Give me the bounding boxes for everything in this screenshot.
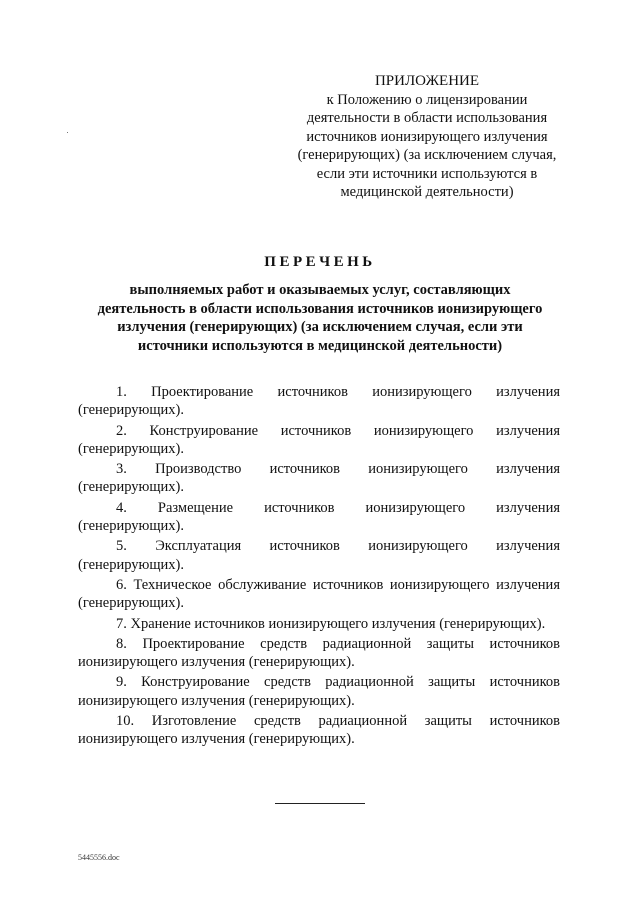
list-item-continuation: (генерирующих). <box>78 402 184 419</box>
appendix-line: к Положению о лицензировании <box>326 91 528 108</box>
scan-speck <box>67 132 68 133</box>
list-item-continuation: ионизирующего излучения (генерирующих). <box>78 731 355 748</box>
list-item <box>78 460 560 497</box>
list-item <box>78 422 560 459</box>
list-item <box>78 499 560 536</box>
list-item <box>78 576 560 613</box>
list-item-continuation: ионизирующего излучения (генерирующих). <box>78 654 355 671</box>
appendix-line: источников ионизирующего излучения <box>306 128 548 145</box>
list-item-text: 10. Изготовление средств радиационной защиты источников <box>116 713 560 730</box>
list-item-continuation: (генерирующих). <box>78 440 184 457</box>
appendix-line: медицинской деятельности) <box>340 184 514 200</box>
appendix-line: деятельности в области использования <box>306 110 548 126</box>
list-item-text: 7. Хранение источников ионизирующего излучения (генерирующих). <box>116 615 546 632</box>
document-subtitle <box>70 281 570 355</box>
list-item-continuation: (генерирующих). <box>78 479 184 496</box>
list-item <box>78 615 560 633</box>
footer-filename: 5445556.doc <box>78 853 120 862</box>
list-item <box>78 673 560 710</box>
list-item-continuation: (генерирующих). <box>78 595 184 612</box>
works-list <box>78 383 560 751</box>
list-item-text: 4. Размещение источников ионизирующего излучения <box>116 499 560 516</box>
appendix-heading: ПРИЛОЖЕНИЕ <box>374 73 480 89</box>
subtitle-line: деятельность в области использования источников ионизирующего <box>97 300 543 317</box>
list-item <box>78 635 560 672</box>
document-title: ПЕРЕЧЕНЬ <box>264 254 376 270</box>
list-item-text: 6. Техническое обслуживание источников ионизирующего излучения <box>116 576 560 593</box>
subtitle-line: выполняемых работ и оказываемых услуг, составляющих <box>129 282 511 298</box>
list-item-continuation: (генерирующих). <box>78 518 184 535</box>
list-item-text: 8. Проектирование средств радиационной защиты источников <box>116 635 560 652</box>
list-item-text: 3. Производство источников ионизирующего излучения <box>116 461 560 478</box>
list-item-text: 9. Конструирование средств радиационной защиты источников <box>116 674 560 691</box>
list-item <box>78 712 560 749</box>
subtitle-line: излучения (генерирующих) (за исключением случая, если эти <box>117 319 523 335</box>
end-divider <box>275 803 365 804</box>
subtitle-line: источники используются в медицинской деятельности) <box>137 337 503 354</box>
list-item-text: 5. Эксплуатация источников ионизирующего излучения <box>116 538 560 555</box>
list-item-continuation: ионизирующего излучения (генерирующих). <box>78 692 355 709</box>
list-item <box>78 537 560 574</box>
list-item <box>78 383 560 420</box>
appendix-line: (генерирующих) (за исключением случая, <box>297 147 557 163</box>
appendix-line: если эти источники используются в <box>316 165 538 182</box>
appendix-header <box>287 72 567 202</box>
list-item-continuation: (генерирующих). <box>78 556 184 573</box>
list-item-text: 1. Проектирование источников ионизирующего излучения <box>116 384 560 400</box>
list-item-text: 2. Конструирование источников ионизирующего излучения <box>116 422 560 439</box>
